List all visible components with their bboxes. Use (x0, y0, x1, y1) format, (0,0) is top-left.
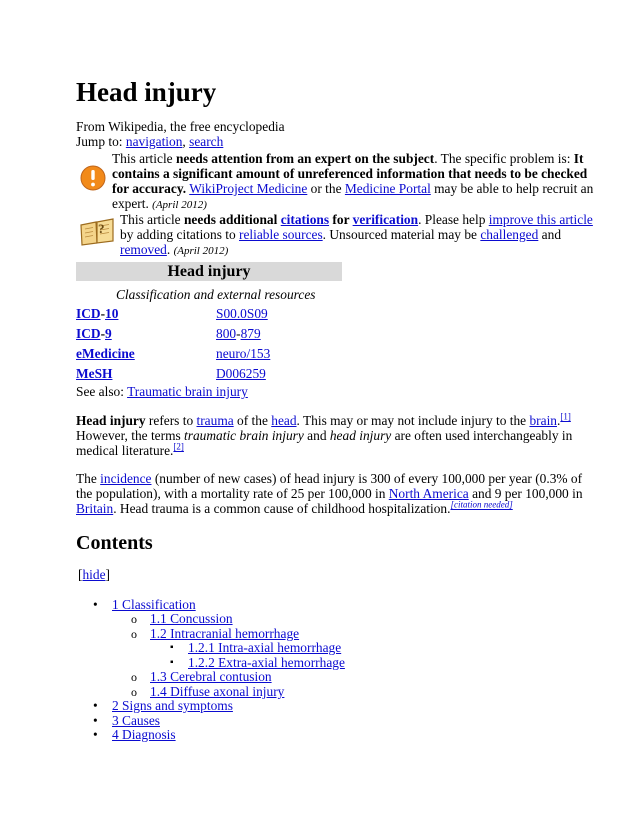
notice1-expert: expert. (112, 196, 149, 211)
toc-bullet: • (93, 713, 98, 728)
book-question-icon (78, 216, 116, 250)
p2-a: The (76, 471, 101, 486)
icd9-code-end-link[interactable]: 879 (240, 326, 261, 341)
notice1-recruit: may be able to help recruit an (430, 181, 594, 196)
toc-bullet: o (131, 670, 137, 684)
icd10-link[interactable]: 10 (105, 306, 119, 321)
icd9-code-sep: - (236, 326, 241, 341)
toc-item-cerebral-contusion[interactable]: 1.3 Cerebral contusion (150, 669, 272, 684)
hide-close: ] (105, 567, 110, 582)
ref-2-link[interactable]: [2] (173, 441, 184, 452)
notice2-text: This article (120, 212, 184, 227)
britain-link[interactable]: Britain (76, 501, 114, 516)
svg-text:?: ? (98, 221, 105, 236)
notice2-help: . Please help (418, 212, 489, 227)
p2-l2c: and 9 per 100,000 in (468, 486, 583, 501)
p1-bold: Head injury (76, 413, 146, 428)
notice1-text2: . The specific problem is: (434, 151, 574, 166)
infobox-row-icd10-key (76, 306, 118, 322)
brain-link[interactable]: brain (529, 413, 557, 428)
infobox-subtitle: Classification and external resources (116, 287, 316, 302)
p2-l3b: . Head trauma is a common cause of childhood hospitalization. (113, 501, 451, 516)
notice2-and: and (538, 227, 562, 242)
tagline: From Wikipedia, the free encyclopedia (76, 119, 285, 134)
ref-1-link[interactable]: [1] (560, 411, 571, 422)
challenged-link[interactable]: challenged (480, 227, 539, 242)
see-also (76, 384, 248, 400)
toc-item-classification[interactable]: 1 Classification (112, 597, 196, 612)
hide-open: [ (78, 567, 83, 582)
icd9-code-start-link[interactable]: 800 (216, 326, 237, 341)
p1-t1: refers to (145, 413, 197, 428)
notice1-emph2: It (573, 151, 584, 166)
trauma-link[interactable]: trauma (196, 413, 234, 428)
hide-toggle-link[interactable]: hide (82, 567, 106, 582)
notice1-line2: contains a significant amount of unreferenced information that needs to be checked (112, 166, 588, 181)
icd-link-2[interactable]: ICD (76, 326, 101, 341)
toc-bullet: ▪ (170, 642, 174, 653)
page-title: Head injury (76, 77, 217, 107)
warning-icon (80, 165, 106, 195)
infobox-row-icd9-key (76, 326, 112, 342)
improve-article-link[interactable]: improve this article (488, 212, 593, 227)
icd9-link[interactable]: 9 (105, 326, 112, 341)
p1-l2b: traumatic brain injury (184, 428, 304, 443)
notice1-text: This article (112, 151, 176, 166)
p1-l3a: medical literature. (76, 443, 174, 458)
jump-sep: , (182, 134, 186, 149)
reliable-sources-link[interactable]: reliable sources (239, 227, 323, 242)
toc-item-causes[interactable]: 3 Causes (112, 713, 160, 728)
see-also-prefix: See also: (76, 384, 128, 399)
notice2-emph: needs additional (183, 212, 281, 227)
navigation-link[interactable]: navigation (125, 134, 183, 149)
p1-l2d: head injury (329, 428, 392, 443)
p1-t4: . (556, 413, 561, 428)
icd10-code-link[interactable]: S00.0S09 (216, 306, 268, 321)
jump-prefix: Jump to: (76, 134, 123, 149)
notice2-period: . (166, 242, 171, 257)
contents-heading: Contents (76, 532, 153, 554)
verification-link[interactable]: verification (352, 212, 419, 227)
toc-item-diagnosis[interactable]: 4 Diagnosis (112, 727, 176, 742)
p2-l2a: the population), with a mortality rate of 25 per 100,000 in (76, 486, 389, 501)
removed-link[interactable]: removed (120, 242, 167, 257)
toc-item-concussion[interactable]: 1.1 Concussion (150, 611, 233, 626)
p1-l2e: are often used interchangeably in (391, 428, 573, 443)
wikiproject-medicine-link[interactable]: WikiProject Medicine (189, 181, 308, 196)
notice2-for: for (329, 212, 353, 227)
icd9-code (216, 326, 261, 342)
toc-item-extra-axial[interactable]: 1.2.2 Extra-axial hemorrhage (188, 655, 345, 670)
toc-bullet: o (131, 685, 137, 699)
toc-item-intra-axial[interactable]: 1.2.1 Intra-axial hemorrhage (188, 640, 342, 655)
emedicine-link[interactable]: eMedicine (76, 346, 135, 361)
notice1-emph: needs attention from an expert on the subject (175, 151, 435, 166)
icd9-sep: - (100, 326, 106, 341)
incidence-link[interactable]: incidence (100, 471, 152, 486)
emedicine-code-link[interactable]: neuro/153 (216, 346, 271, 361)
notice2-date: (April 2012) (173, 245, 229, 257)
search-link[interactable]: search (189, 134, 224, 149)
p1-t3: . This may or may not include injury to the (296, 413, 530, 428)
mesh-link[interactable]: MeSH (76, 366, 113, 381)
toc-bullet: • (93, 698, 98, 713)
toc-bullet: • (93, 597, 98, 612)
notice1-or: or the (307, 181, 345, 196)
toc-item-diffuse-axonal-injury[interactable]: 1.4 Diffuse axonal injury (150, 684, 285, 699)
infobox-title: Head injury (76, 262, 342, 281)
notice1-line3-bold: for accuracy. (112, 181, 187, 196)
toc-bullet: ▪ (170, 657, 174, 668)
notice2-unsourced: . Unsourced material may be (322, 227, 481, 242)
toc-bullet: • (93, 727, 98, 742)
p2-c: (number of new cases) of head injury is 300 of every 100,000 per year (0.3% of (151, 471, 583, 486)
citation-needed-link[interactable]: [citation needed] (450, 499, 513, 510)
north-america-link[interactable]: North America (388, 486, 469, 501)
toc-bullet: o (131, 627, 137, 641)
p1-l2c: and (303, 428, 330, 443)
mesh-code-link[interactable]: D006259 (216, 366, 266, 381)
jump-to (76, 134, 223, 150)
icd-sep: - (100, 306, 106, 321)
p1-t2: of the (233, 413, 272, 428)
head-link[interactable]: head (271, 413, 297, 428)
citations-link[interactable]: citations (280, 212, 330, 227)
contents-hide (78, 567, 110, 583)
icd-link[interactable]: ICD (76, 306, 101, 321)
toc-item-intracranial-hemorrhage[interactable]: 1.2 Intracranial hemorrhage (150, 626, 300, 641)
notice2-adding: by adding citations to (120, 227, 240, 242)
medicine-portal-link[interactable]: Medicine Portal (344, 181, 431, 196)
toc-item-signs-symptoms[interactable]: 2 Signs and symptoms (112, 698, 233, 713)
traumatic-brain-injury-link[interactable]: Traumatic brain injury (127, 384, 248, 399)
p1-l2a: However, the terms (76, 428, 185, 443)
notice1-date: (April 2012) (152, 199, 207, 211)
toc-bullet: o (131, 612, 137, 626)
